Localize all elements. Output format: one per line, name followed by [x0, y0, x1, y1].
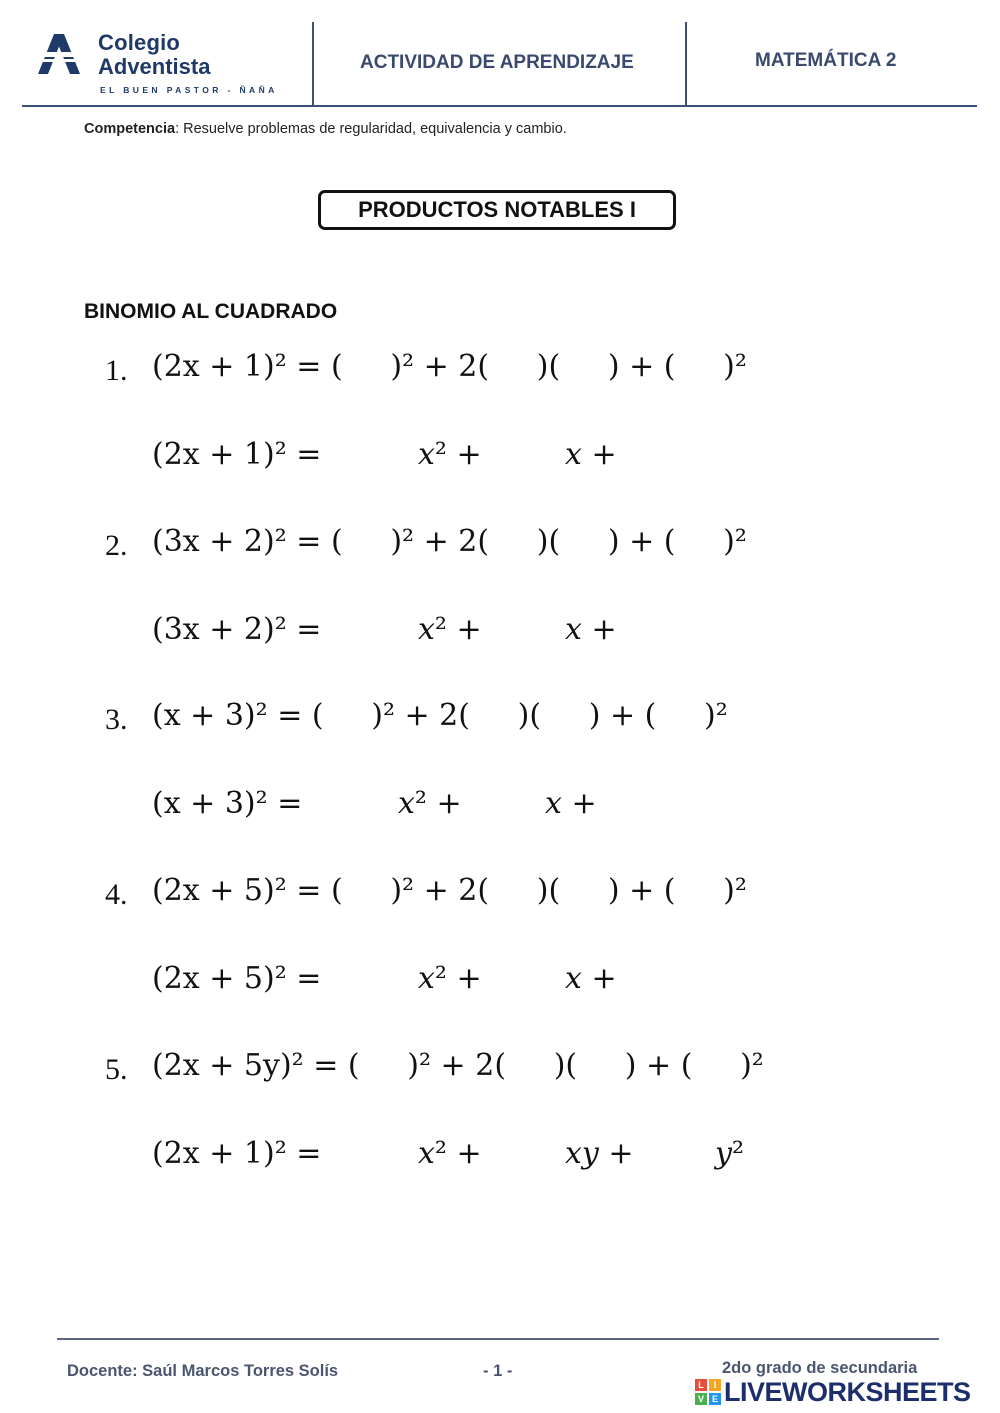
binomial: (2x + 1): [152, 349, 275, 384]
expansion-blanks: ² = ( )² + 2( )( ) + ( )²: [274, 349, 747, 384]
logo-letter: V: [695, 1393, 707, 1405]
expansion-blanks: ² = ( )² + 2( )( ) + ( )²: [274, 524, 747, 559]
expansion-line: [152, 873, 747, 908]
binomial: (2x + 5y): [152, 1048, 292, 1083]
result-line: [152, 961, 322, 996]
exercise-number: 4.: [105, 878, 128, 911]
binomial: (x + 3): [152, 786, 256, 821]
result-line: [152, 612, 322, 647]
subject-title: MATEMÁTICA 2: [755, 50, 897, 71]
exercise-number: 2.: [105, 529, 128, 562]
result-line: [152, 437, 322, 472]
section-heading: BINOMIO AL CUADRADO: [84, 300, 338, 323]
expansion-line: [152, 524, 747, 559]
teacher-name: Docente: Saúl Marcos Torres Solís: [67, 1362, 339, 1380]
equals-sign: ² =: [255, 786, 303, 821]
liveworksheets-brand[interactable]: [695, 1377, 971, 1407]
expansion-blanks: ² = ( )² + 2( )( ) + ( )²: [255, 698, 728, 733]
header-divider: [312, 22, 314, 106]
equals-sign: ² =: [274, 612, 322, 647]
term-x-squared: x² +: [418, 961, 482, 996]
school-name-line2: Adventista: [98, 54, 211, 79]
school-subtitle: EL BUEN PASTOR - ÑAÑA: [100, 85, 278, 95]
term-x-squared: x² +: [418, 437, 482, 472]
competencia-label: Competencia: [84, 121, 176, 137]
logo-letter: E: [709, 1393, 721, 1405]
liveworksheets-text: LIVEWORKSHEETS: [724, 1376, 971, 1407]
header-divider: [685, 22, 687, 106]
result-line: [152, 786, 303, 821]
expansion-line: [152, 1048, 764, 1083]
page-title: PRODUCTOS NOTABLES I: [318, 190, 676, 230]
footer-rule: [57, 1338, 939, 1340]
binomial: (2x + 5): [152, 961, 275, 996]
equals-sign: ² =: [274, 437, 322, 472]
equals-sign: ² =: [274, 1136, 322, 1171]
exercise-number: 5.: [105, 1053, 128, 1086]
binomial: (2x + 5): [152, 873, 275, 908]
page-number: - 1 -: [483, 1362, 513, 1380]
expansion-line: [152, 349, 747, 384]
term-x: x +: [545, 786, 597, 821]
grade-label: 2do grado de secundaria: [722, 1359, 918, 1377]
binomial: (3x + 2): [152, 612, 275, 647]
term-x-squared: x² +: [418, 612, 482, 647]
liveworksheets-logo-icon: [695, 1379, 721, 1405]
term-x: x +: [565, 961, 617, 996]
term-xy: xy +: [565, 1136, 634, 1171]
activity-title: ACTIVIDAD DE APRENDIZAJE: [360, 52, 634, 73]
term-x: x +: [565, 612, 617, 647]
term-x-squared: x² +: [398, 786, 462, 821]
logo-letter: I: [709, 1379, 721, 1391]
binomial: (2x + 1): [152, 1136, 275, 1171]
school-logo-icon: [34, 30, 82, 76]
term-y-squared: y²: [715, 1136, 744, 1171]
binomial: (2x + 1): [152, 437, 275, 472]
expansion-line: [152, 698, 728, 733]
exercise-number: 1.: [105, 354, 128, 387]
equals-sign: ² =: [274, 961, 322, 996]
header-rule: [22, 105, 977, 107]
result-line: [152, 1136, 322, 1171]
competencia-text: : Resuelve problemas de regularidad, equivalencia y cambio.: [175, 121, 567, 137]
binomial: (x + 3): [152, 698, 256, 733]
binomial: (3x + 2): [152, 524, 275, 559]
expansion-blanks: ² = ( )² + 2( )( ) + ( )²: [291, 1048, 764, 1083]
exercise-number: 3.: [105, 703, 128, 736]
school-name-line1: Colegio: [98, 30, 181, 55]
competencia-line: [84, 121, 567, 137]
term-x-squared: x² +: [418, 1136, 482, 1171]
logo-letter: L: [695, 1379, 707, 1391]
term-x: x +: [565, 437, 617, 472]
expansion-blanks: ² = ( )² + 2( )( ) + ( )²: [274, 873, 747, 908]
